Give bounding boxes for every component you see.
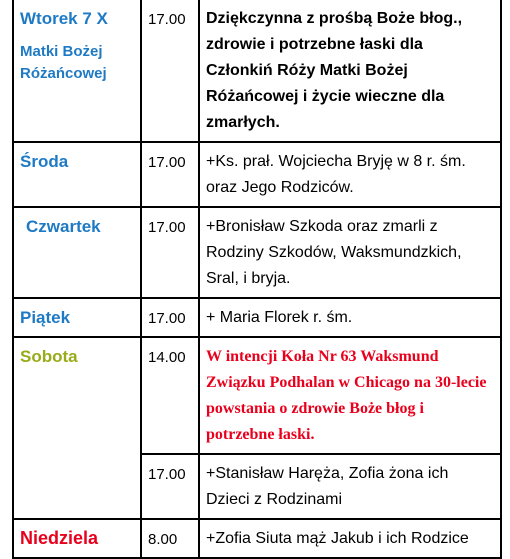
day-label: Wtorek 7 X — [20, 9, 108, 28]
table-row — [13, 0, 501, 142]
table-row — [13, 298, 501, 337]
table-row — [13, 337, 501, 454]
day-cell — [13, 142, 141, 207]
mass-intention: +Ks. prał. Wojciecha Bryję w 8 r. śm. oraz Jego Rodziców. — [206, 153, 466, 196]
mass-intention: +Bronisław Szkoda oraz zmarli z Rodziny Szkodów, Waksmundzkich, Sral, i bryja. — [206, 218, 462, 287]
day-label: Piątek — [20, 308, 71, 327]
intention-cell — [199, 142, 501, 207]
mass-intention: + Maria Florek r. śm. — [206, 309, 353, 326]
day-label: Środa — [20, 152, 69, 171]
mass-time: 8.00 — [148, 531, 178, 548]
mass-time: 14.00 — [148, 349, 186, 366]
day-cell — [13, 0, 141, 142]
table-row — [13, 207, 501, 298]
mass-intention: Dziękczynna z prośbą Boże błog., zdrowie i potrzebne łaski dla Członkiń Róży Matki Bożej Różańcowej i życie wieczne dla zmarłych. — [206, 10, 463, 131]
mass-time: 17.00 — [148, 219, 186, 236]
mass-time: 17.00 — [148, 154, 186, 171]
day-cell — [13, 298, 141, 337]
day-label: Niedziela — [20, 528, 99, 548]
day-cell — [13, 337, 141, 519]
intention-cell — [199, 337, 501, 454]
time-cell — [141, 337, 199, 454]
intention-cell — [199, 519, 501, 558]
day-cell — [13, 207, 141, 298]
mass-intention: W intencji Koła Nr 63 Waksmund Związku Podhalan w Chicago na 30-lecie powstania o zdrowie Boże błog i potrzebne łaski. — [206, 348, 487, 443]
mass-time: 17.00 — [148, 466, 186, 483]
time-cell — [141, 142, 199, 207]
day-cell — [13, 519, 141, 558]
mass-schedule-table — [12, 0, 502, 559]
day-label: Czwartek — [26, 217, 101, 236]
feast-label: Matki Bożej Różańcowej — [20, 43, 107, 82]
mass-time: 17.00 — [148, 11, 186, 28]
table-row — [13, 142, 501, 207]
intention-cell — [199, 454, 501, 519]
time-cell — [141, 519, 199, 558]
time-cell — [141, 298, 199, 337]
time-cell — [141, 0, 199, 142]
day-label: Sobota — [20, 347, 78, 366]
time-cell — [141, 207, 199, 298]
intention-cell — [199, 298, 501, 337]
mass-intention: +Zofia Siuta mąż Jakub i ich Rodzice — [206, 530, 469, 547]
table-row — [13, 519, 501, 558]
intention-cell — [199, 0, 501, 142]
intention-cell — [199, 207, 501, 298]
mass-intention: +Stanisław Haręża, Zofia żona ich Dzieci z Rodzinami — [206, 465, 449, 508]
time-cell — [141, 454, 199, 519]
mass-time: 17.00 — [148, 310, 186, 327]
